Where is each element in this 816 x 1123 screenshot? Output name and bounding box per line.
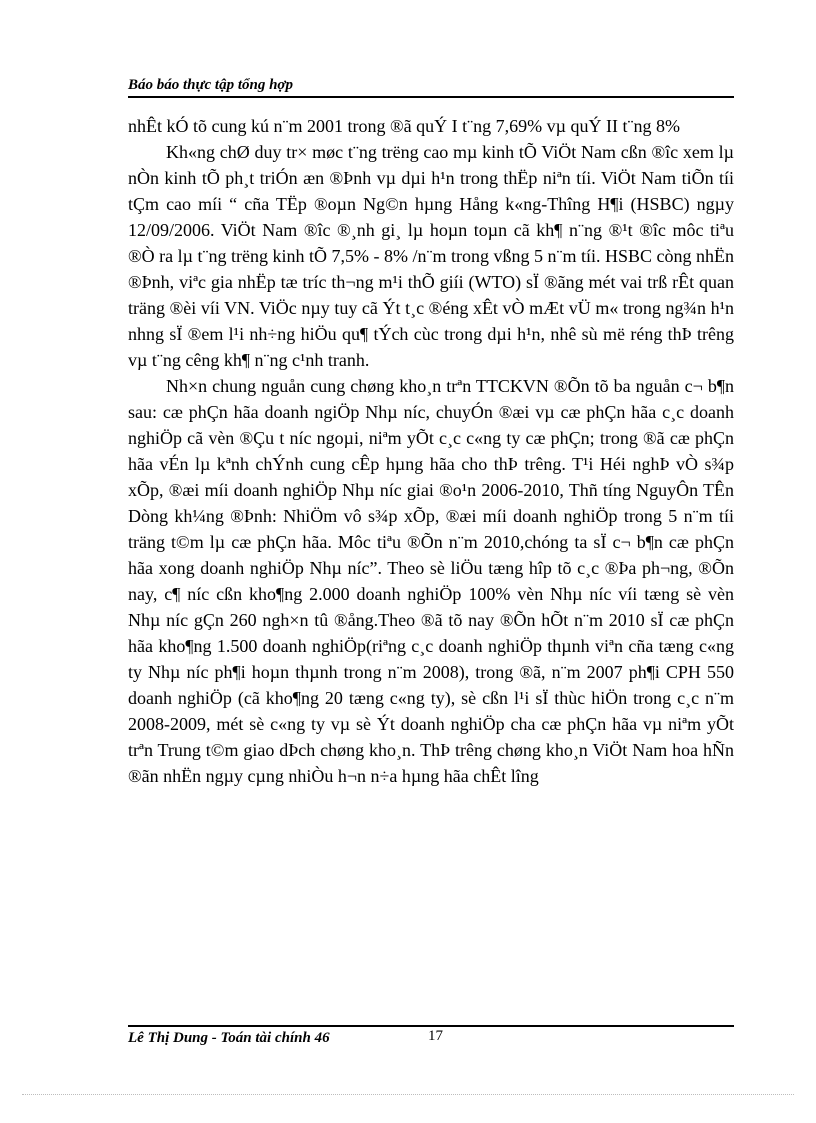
paragraph-1: nhÊt kÓ tõ cung kú n¨m 2001 trong ®ã quÝ I t¨ng 7,69% vµ quÝ II t¨ng 8% [128, 116, 680, 136]
paragraph-3: Nh×n chung nguån cung chøng kho¸n trªn TTCKVN ®Õn tõ ba nguån c¬ b¶n sau: cæ phÇn hãa doanh ngiÖp Nhµ níc, chuyÓn ®æi vµ cæ phÇn hãa c¸c doanh nghiÖp cã vèn ®Çu t níc ngoµi, niªm yÕt c¸c c«ng ty cæ phÇn; trong ®ã cæ phÇn hãa vÉn lµ kªnh chÝnh cung cÊp hµng hãa cho thÞ trêng. T¹i Héi nghÞ vÒ s¾p xÕp, ®æi míi doanh nghiÖp Nhµ níc giai ®o¹n 2006-2010, Thñ tíng NguyÔn TÊn Dòng kh¼ng ®Þnh: NhiÖm vô s¾p xÕp, ®æi míi doanh nghiÖp trong 5 n¨m tíi träng t©m lµ cæ phÇn hãa. Môc tiªu ®Õn n¨m 2010,chóng ta sÏ c¬ b¶n cæ phÇn hãa xong doanh nghiÖp Nhµ níc”. Theo sè liÖu tæng hîp tõ c¸c ®Þa ph¬ng, ®Õn nay, c¶ níc cßn kho¶ng 2.000 doanh nghiÖp 100% vèn Nhµ níc víi tæng sè vèn Nhµ níc gÇn 260 ngh×n tû ®ång.Theo ®ã tõ nay ®Õn hÕt n¨m 2010 sÏ cæ phÇn hãa kho¶ng 1.500 doanh nghiÖp(riªng c¸c doanh nghiÖp thµnh viªn cña tæng c«ng ty Nhµ níc ph¶i hoµn thµnh trong n¨m 2008), trong ®ã, n¨m 2007 ph¶i CPH 550 doanh nghiÖp (cã kho¶ng 20 tæng c«ng ty), sè cßn l¹i sÏ thùc hiÖn trong c¸c n¨m 2008-2009, mét sè c«ng ty vµ sè Ýt doanh nghiÖp cha cæ phÇn hãa vµ niªm yÕt trªn Trung t©m giao dÞch chøng kho¸n. ThÞ trêng chøng kho¸n ViÖt Nam hoa hÑn ®ãn nhËn ngµy cµng nhiÒu h¬n n÷a hµng hãa chÊt lîng [128, 376, 734, 786]
footer-author: Lê Thị Dung - Toán tài chính 46 [128, 1030, 330, 1046]
page-boundary-dotted-line [22, 1094, 794, 1095]
header-rule [128, 96, 734, 98]
paragraph-2: Kh«ng chØ duy tr× møc t¨ng trëng cao mµ kinh tÕ ViÖt Nam cßn ®îc xem lµ nÒn kinh tÕ ph¸t triÓn æn ®Þnh vµ dµi h¹n trong thËp niªn tíi. ViÖt Nam tiÕn tíi tÇm cao míi “ cña TËp ®oµn Ng©n hµng Hång k«ng-Thîng H¶i (HSBC) ngµy 12/09/2006. ViÖt Nam ®îc ®¸nh gi¸ lµ hoµn toµn cã kh¶ n¨ng ®¹t ®îc môc tiªu ®Ò ra lµ t¨ng trëng kinh tÕ 7,5% - 8% /n¨m trong vßng 5 n¨m tíi. HSBC còng nhËn ®Þnh, viªc gia nhËp tæ tríc th¬ng m¹i thÕ giíi (WTO) sÏ ®ãng mét vai trß rÊt quan träng ®èi víi VN. ViÖc nµy tuy cã Ýt t¸c ®éng xÊt vÒ mÆt vÜ m« trong ng¾n h¹n nhng sÏ ®em l¹i nh÷ng hiÖu qu¶ tÝch cùc trong dµi h¹n, nhê sù më réng thÞ trêng vµ t¨ng cêng kh¶ n¨ng c¹nh tranh. [128, 142, 734, 370]
page-number: 17 [428, 1028, 443, 1044]
page-body [128, 113, 734, 789]
running-header: Báo báo thực tập tổng hợp [128, 77, 293, 93]
